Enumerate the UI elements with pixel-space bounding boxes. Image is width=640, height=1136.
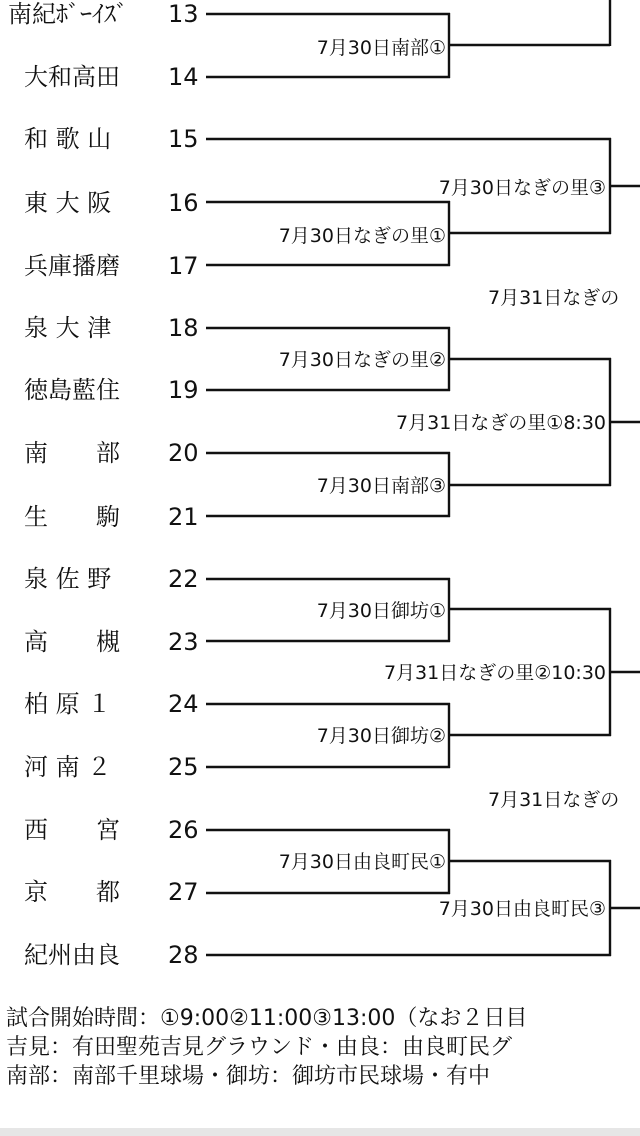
game-label: 7月30日南部③ [316,475,446,497]
game-label: 7月30日御坊① [316,600,446,622]
seed-number: 21 [168,503,199,531]
seed-number: 17 [168,252,199,280]
seed-number: 25 [168,753,199,781]
seed-number: 24 [168,690,199,718]
team-name: 紀州由良 [24,941,120,969]
team-name: 南 部 [24,439,120,467]
game-label: 7月30日南部① [316,37,446,59]
seed-numbers [168,0,199,969]
start-times-note: 試合開始時間：①9:00②11:00③13:00（なお２日目 [6,1006,528,1031]
team-name: 生 駒 [24,503,120,531]
seed-number: 22 [168,565,199,593]
team-name: 柏 原 １ [24,690,112,718]
venue-note-1: 吉見：有田聖苑吉見グラウンド・由良：由良町民グ [6,1035,513,1060]
bottom-scroll-edge [0,1128,640,1136]
seed-number: 16 [168,189,199,217]
seed-number: 18 [168,314,199,342]
game-label: 7月30日なぎの里③ [438,177,606,199]
game-label: 7月31日なぎの [488,287,620,309]
game-label: 7月31日なぎの里②10:30 [383,662,606,684]
team-name: 高 槻 [24,628,120,656]
team-name: 兵庫播磨 [24,252,120,280]
game-label: 7月30日なぎの里② [278,349,446,371]
seed-number: 19 [168,376,199,404]
seed-number: 20 [168,439,199,467]
seed-number: 23 [168,628,199,656]
team-name: 泉 大 津 [24,314,112,342]
team-name: 和 歌 山 [24,125,112,153]
game-label: 7月31日なぎの [488,789,620,811]
seed-number: 13 [168,0,199,28]
team-name: 京 都 [24,878,120,906]
game-label: 7月30日なぎの里① [278,225,446,247]
game-label: 7月30日由良町民① [278,851,446,873]
game-label: 7月30日御坊② [316,725,446,747]
team-name: 東 大 阪 [24,189,112,217]
team-name: 泉 佐 野 [24,565,112,593]
seed-number: 26 [168,816,199,844]
seed-number: 15 [168,125,199,153]
footer-notes [6,1004,640,1091]
seed-number: 27 [168,878,199,906]
venue-note-2: 南部：南部千里球場・御坊：御坊市民球場・有中 [6,1064,491,1089]
team-name: 大和高田 [24,63,120,91]
team-name: 河 南 ２ [24,753,112,781]
seed-number: 14 [168,63,199,91]
game-label: 7月31日なぎの里①8:30 [396,412,606,434]
team-name: 徳島藍住 [24,376,120,404]
team-names [8,0,128,969]
game-label: 7月30日由良町民③ [438,898,606,920]
seed-number: 28 [168,941,199,969]
team-name: 西 宮 [24,816,120,844]
team-name: 南紀ﾎﾞｰｲｽﾞ [8,0,128,28]
